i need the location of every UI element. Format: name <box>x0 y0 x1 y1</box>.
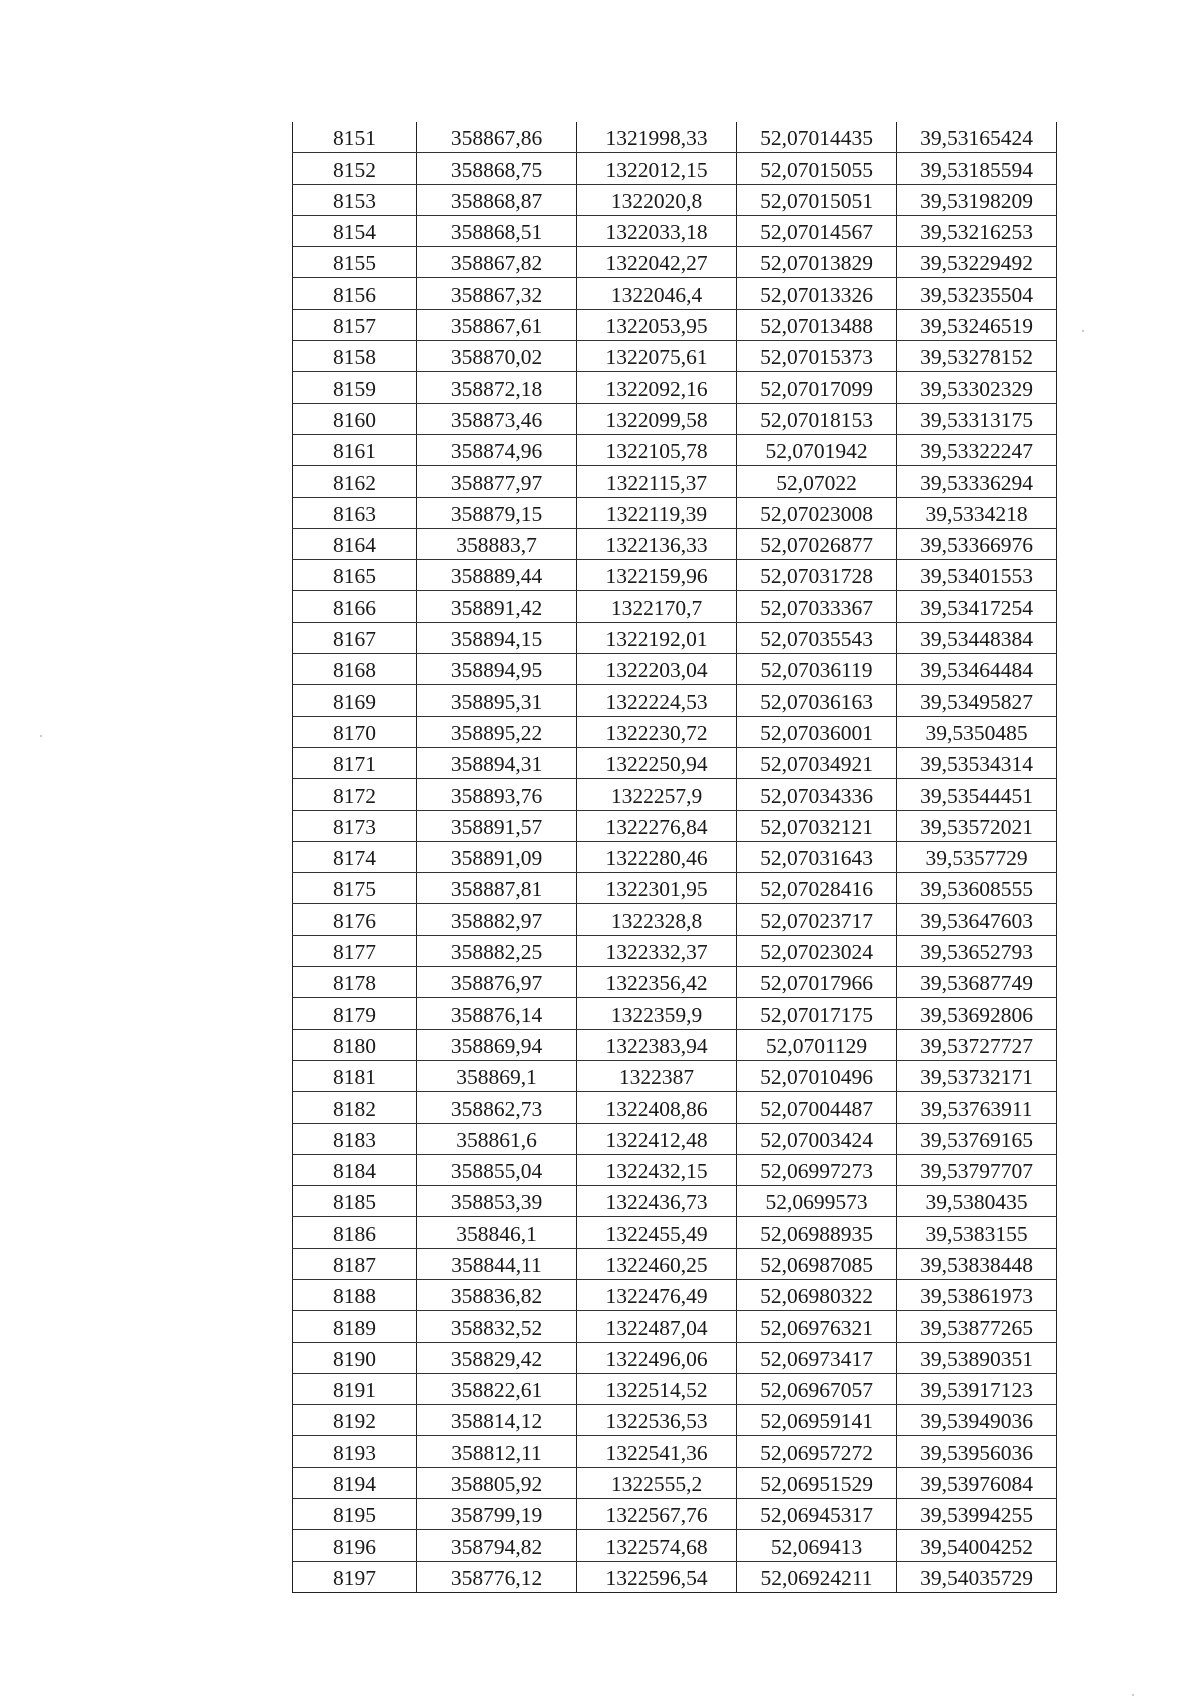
y-coordinate-cell: 1322136,33 <box>577 528 737 559</box>
point-number-cell: 8191 <box>293 1373 417 1404</box>
longitude-cell: 39,53956036 <box>897 1436 1057 1467</box>
point-number-cell: 8195 <box>293 1499 417 1530</box>
longitude-cell: 39,53797707 <box>897 1154 1057 1185</box>
point-number-cell: 8167 <box>293 622 417 653</box>
longitude-cell: 39,53235504 <box>897 278 1057 309</box>
latitude-cell: 52,07035543 <box>737 622 897 653</box>
latitude-cell: 52,07031728 <box>737 560 897 591</box>
table-row <box>293 716 1057 747</box>
latitude-cell: 52,06924211 <box>737 1561 897 1592</box>
x-coordinate-cell: 358895,22 <box>417 716 577 747</box>
longitude-cell: 39,5380435 <box>897 1186 1057 1217</box>
y-coordinate-cell: 1321998,33 <box>577 122 737 153</box>
longitude-cell: 39,53165424 <box>897 122 1057 153</box>
point-number-cell: 8170 <box>293 716 417 747</box>
y-coordinate-cell: 1322203,04 <box>577 654 737 685</box>
y-coordinate-cell: 1322092,16 <box>577 372 737 403</box>
latitude-cell: 52,07034336 <box>737 779 897 810</box>
latitude-cell: 52,06967057 <box>737 1373 897 1404</box>
x-coordinate-cell: 358861,6 <box>417 1123 577 1154</box>
table-row <box>293 841 1057 872</box>
x-coordinate-cell: 358853,39 <box>417 1186 577 1217</box>
x-coordinate-cell: 358882,25 <box>417 935 577 966</box>
y-coordinate-cell: 1322496,06 <box>577 1342 737 1373</box>
latitude-cell: 52,07023717 <box>737 904 897 935</box>
x-coordinate-cell: 358891,57 <box>417 810 577 841</box>
table-row <box>293 1123 1057 1154</box>
latitude-cell: 52,07004487 <box>737 1092 897 1123</box>
latitude-cell: 52,07010496 <box>737 1060 897 1091</box>
y-coordinate-cell: 1322383,94 <box>577 1029 737 1060</box>
x-coordinate-cell: 358869,94 <box>417 1029 577 1060</box>
table-row <box>293 1311 1057 1342</box>
point-number-cell: 8160 <box>293 403 417 434</box>
table-row <box>293 560 1057 591</box>
latitude-cell: 52,07018153 <box>737 403 897 434</box>
x-coordinate-cell: 358894,15 <box>417 622 577 653</box>
scan-speck <box>1132 1694 1134 1696</box>
x-coordinate-cell: 358814,12 <box>417 1405 577 1436</box>
x-coordinate-cell: 358868,87 <box>417 184 577 215</box>
longitude-cell: 39,53544451 <box>897 779 1057 810</box>
y-coordinate-cell: 1322280,46 <box>577 841 737 872</box>
longitude-cell: 39,53763911 <box>897 1092 1057 1123</box>
longitude-cell: 39,53572021 <box>897 810 1057 841</box>
y-coordinate-cell: 1322596,54 <box>577 1561 737 1592</box>
longitude-cell: 39,53448384 <box>897 622 1057 653</box>
longitude-cell: 39,5357729 <box>897 841 1057 872</box>
table-row <box>293 1092 1057 1123</box>
longitude-cell: 39,54035729 <box>897 1561 1057 1592</box>
latitude-cell: 52,07017175 <box>737 998 897 1029</box>
x-coordinate-cell: 358889,44 <box>417 560 577 591</box>
longitude-cell: 39,53652793 <box>897 935 1057 966</box>
x-coordinate-cell: 358868,51 <box>417 215 577 246</box>
point-number-cell: 8152 <box>293 153 417 184</box>
point-number-cell: 8155 <box>293 247 417 278</box>
x-coordinate-cell: 358867,82 <box>417 247 577 278</box>
point-number-cell: 8183 <box>293 1123 417 1154</box>
point-number-cell: 8185 <box>293 1186 417 1217</box>
x-coordinate-cell: 358846,1 <box>417 1217 577 1248</box>
y-coordinate-cell: 1322012,15 <box>577 153 737 184</box>
point-number-cell: 8187 <box>293 1248 417 1279</box>
latitude-cell: 52,06959141 <box>737 1405 897 1436</box>
latitude-cell: 52,0701129 <box>737 1029 897 1060</box>
y-coordinate-cell: 1322359,9 <box>577 998 737 1029</box>
y-coordinate-cell: 1322567,76 <box>577 1499 737 1530</box>
longitude-cell: 39,53692806 <box>897 998 1057 1029</box>
point-number-cell: 8164 <box>293 528 417 559</box>
latitude-cell: 52,06976321 <box>737 1311 897 1342</box>
x-coordinate-cell: 358876,97 <box>417 967 577 998</box>
x-coordinate-cell: 358805,92 <box>417 1467 577 1498</box>
latitude-cell: 52,07015373 <box>737 341 897 372</box>
latitude-cell: 52,07036001 <box>737 716 897 747</box>
latitude-cell: 52,07036163 <box>737 685 897 716</box>
y-coordinate-cell: 1322042,27 <box>577 247 737 278</box>
x-coordinate-cell: 358829,42 <box>417 1342 577 1373</box>
point-number-cell: 8189 <box>293 1311 417 1342</box>
latitude-cell: 52,07032121 <box>737 810 897 841</box>
table-row <box>293 1060 1057 1091</box>
longitude-cell: 39,53302329 <box>897 372 1057 403</box>
point-number-cell: 8196 <box>293 1530 417 1561</box>
coordinates-table-body <box>293 122 1057 1592</box>
y-coordinate-cell: 1322257,9 <box>577 779 737 810</box>
latitude-cell: 52,07028416 <box>737 873 897 904</box>
longitude-cell: 39,53534314 <box>897 747 1057 778</box>
point-number-cell: 8181 <box>293 1060 417 1091</box>
x-coordinate-cell: 358867,61 <box>417 309 577 340</box>
x-coordinate-cell: 358794,82 <box>417 1530 577 1561</box>
x-coordinate-cell: 358879,15 <box>417 497 577 528</box>
point-number-cell: 8154 <box>293 215 417 246</box>
x-coordinate-cell: 358872,18 <box>417 372 577 403</box>
latitude-cell: 52,07036119 <box>737 654 897 685</box>
point-number-cell: 8171 <box>293 747 417 778</box>
latitude-cell: 52,07023008 <box>737 497 897 528</box>
latitude-cell: 52,07017966 <box>737 967 897 998</box>
longitude-cell: 39,53769165 <box>897 1123 1057 1154</box>
x-coordinate-cell: 358822,61 <box>417 1373 577 1404</box>
table-row <box>293 967 1057 998</box>
table-row <box>293 309 1057 340</box>
table-row <box>293 935 1057 966</box>
longitude-cell: 39,53216253 <box>897 215 1057 246</box>
scan-speck <box>40 735 42 737</box>
y-coordinate-cell: 1322224,53 <box>577 685 737 716</box>
longitude-cell: 39,53278152 <box>897 341 1057 372</box>
point-number-cell: 8176 <box>293 904 417 935</box>
table-row <box>293 403 1057 434</box>
longitude-cell: 39,5383155 <box>897 1217 1057 1248</box>
y-coordinate-cell: 1322115,37 <box>577 466 737 497</box>
x-coordinate-cell: 358862,73 <box>417 1092 577 1123</box>
latitude-cell: 52,07013326 <box>737 278 897 309</box>
latitude-cell: 52,07022 <box>737 466 897 497</box>
x-coordinate-cell: 358891,42 <box>417 591 577 622</box>
y-coordinate-cell: 1322555,2 <box>577 1467 737 1498</box>
x-coordinate-cell: 358869,1 <box>417 1060 577 1091</box>
longitude-cell: 39,53313175 <box>897 403 1057 434</box>
longitude-cell: 39,53976084 <box>897 1467 1057 1498</box>
latitude-cell: 52,07013488 <box>737 309 897 340</box>
latitude-cell: 52,07003424 <box>737 1123 897 1154</box>
latitude-cell: 52,07015055 <box>737 153 897 184</box>
table-row <box>293 654 1057 685</box>
table-row <box>293 1499 1057 1530</box>
scan-speck <box>1082 330 1084 332</box>
table-row <box>293 685 1057 716</box>
longitude-cell: 39,53417254 <box>897 591 1057 622</box>
y-coordinate-cell: 1322487,04 <box>577 1311 737 1342</box>
y-coordinate-cell: 1322159,96 <box>577 560 737 591</box>
latitude-cell: 52,07013829 <box>737 247 897 278</box>
y-coordinate-cell: 1322356,42 <box>577 967 737 998</box>
y-coordinate-cell: 1322046,4 <box>577 278 737 309</box>
y-coordinate-cell: 1322387 <box>577 1060 737 1091</box>
point-number-cell: 8175 <box>293 873 417 904</box>
x-coordinate-cell: 358867,86 <box>417 122 577 153</box>
table-row <box>293 466 1057 497</box>
table-row <box>293 1217 1057 1248</box>
point-number-cell: 8182 <box>293 1092 417 1123</box>
point-number-cell: 8178 <box>293 967 417 998</box>
table-row <box>293 247 1057 278</box>
point-number-cell: 8197 <box>293 1561 417 1592</box>
point-number-cell: 8163 <box>293 497 417 528</box>
x-coordinate-cell: 358776,12 <box>417 1561 577 1592</box>
y-coordinate-cell: 1322432,15 <box>577 1154 737 1185</box>
table-row <box>293 1279 1057 1310</box>
point-number-cell: 8193 <box>293 1436 417 1467</box>
y-coordinate-cell: 1322276,84 <box>577 810 737 841</box>
point-number-cell: 8156 <box>293 278 417 309</box>
longitude-cell: 39,53229492 <box>897 247 1057 278</box>
longitude-cell: 39,53401553 <box>897 560 1057 591</box>
table-row <box>293 1342 1057 1373</box>
longitude-cell: 39,5334218 <box>897 497 1057 528</box>
point-number-cell: 8194 <box>293 1467 417 1498</box>
longitude-cell: 39,53198209 <box>897 184 1057 215</box>
y-coordinate-cell: 1322301,95 <box>577 873 737 904</box>
table-row <box>293 215 1057 246</box>
longitude-cell: 39,53185594 <box>897 153 1057 184</box>
point-number-cell: 8161 <box>293 434 417 465</box>
table-row <box>293 434 1057 465</box>
latitude-cell: 52,07034921 <box>737 747 897 778</box>
y-coordinate-cell: 1322514,52 <box>577 1373 737 1404</box>
latitude-cell: 52,06987085 <box>737 1248 897 1279</box>
y-coordinate-cell: 1322053,95 <box>577 309 737 340</box>
point-number-cell: 8158 <box>293 341 417 372</box>
longitude-cell: 39,53949036 <box>897 1405 1057 1436</box>
latitude-cell: 52,06980322 <box>737 1279 897 1310</box>
latitude-cell: 52,07014567 <box>737 215 897 246</box>
table-row <box>293 779 1057 810</box>
longitude-cell: 39,53495827 <box>897 685 1057 716</box>
x-coordinate-cell: 358877,97 <box>417 466 577 497</box>
table-row <box>293 1530 1057 1561</box>
x-coordinate-cell: 358894,31 <box>417 747 577 778</box>
latitude-cell: 52,06957272 <box>737 1436 897 1467</box>
point-number-cell: 8168 <box>293 654 417 685</box>
point-number-cell: 8188 <box>293 1279 417 1310</box>
table-row <box>293 497 1057 528</box>
point-number-cell: 8166 <box>293 591 417 622</box>
longitude-cell: 39,54004252 <box>897 1530 1057 1561</box>
y-coordinate-cell: 1322192,01 <box>577 622 737 653</box>
x-coordinate-cell: 358895,31 <box>417 685 577 716</box>
longitude-cell: 39,53890351 <box>897 1342 1057 1373</box>
table-row <box>293 622 1057 653</box>
y-coordinate-cell: 1322536,53 <box>577 1405 737 1436</box>
longitude-cell: 39,53647603 <box>897 904 1057 935</box>
latitude-cell: 52,0699573 <box>737 1186 897 1217</box>
x-coordinate-cell: 358883,7 <box>417 528 577 559</box>
latitude-cell: 52,06988935 <box>737 1217 897 1248</box>
longitude-cell: 39,53994255 <box>897 1499 1057 1530</box>
point-number-cell: 8169 <box>293 685 417 716</box>
latitude-cell: 52,07014435 <box>737 122 897 153</box>
y-coordinate-cell: 1322541,36 <box>577 1436 737 1467</box>
x-coordinate-cell: 358868,75 <box>417 153 577 184</box>
point-number-cell: 8190 <box>293 1342 417 1373</box>
table-row <box>293 341 1057 372</box>
y-coordinate-cell: 1322170,7 <box>577 591 737 622</box>
point-number-cell: 8179 <box>293 998 417 1029</box>
table-row <box>293 1154 1057 1185</box>
point-number-cell: 8192 <box>293 1405 417 1436</box>
x-coordinate-cell: 358882,97 <box>417 904 577 935</box>
latitude-cell: 52,0701942 <box>737 434 897 465</box>
point-number-cell: 8162 <box>293 466 417 497</box>
x-coordinate-cell: 358867,32 <box>417 278 577 309</box>
longitude-cell: 39,53464484 <box>897 654 1057 685</box>
point-number-cell: 8165 <box>293 560 417 591</box>
longitude-cell: 39,53608555 <box>897 873 1057 904</box>
table-row <box>293 747 1057 778</box>
y-coordinate-cell: 1322408,86 <box>577 1092 737 1123</box>
y-coordinate-cell: 1322455,49 <box>577 1217 737 1248</box>
latitude-cell: 52,06945317 <box>737 1499 897 1530</box>
longitude-cell: 39,53877265 <box>897 1311 1057 1342</box>
point-number-cell: 8173 <box>293 810 417 841</box>
longitude-cell: 39,5350485 <box>897 716 1057 747</box>
latitude-cell: 52,07015051 <box>737 184 897 215</box>
latitude-cell: 52,069413 <box>737 1530 897 1561</box>
latitude-cell: 52,06973417 <box>737 1342 897 1373</box>
table-row <box>293 278 1057 309</box>
x-coordinate-cell: 358891,09 <box>417 841 577 872</box>
y-coordinate-cell: 1322460,25 <box>577 1248 737 1279</box>
table-row <box>293 1436 1057 1467</box>
table-row <box>293 998 1057 1029</box>
longitude-cell: 39,53322247 <box>897 434 1057 465</box>
x-coordinate-cell: 358832,52 <box>417 1311 577 1342</box>
y-coordinate-cell: 1322332,37 <box>577 935 737 966</box>
longitude-cell: 39,53727727 <box>897 1029 1057 1060</box>
latitude-cell: 52,07017099 <box>737 372 897 403</box>
x-coordinate-cell: 358799,19 <box>417 1499 577 1530</box>
x-coordinate-cell: 358844,11 <box>417 1248 577 1279</box>
point-number-cell: 8174 <box>293 841 417 872</box>
table-row <box>293 1561 1057 1592</box>
coordinates-table <box>292 122 1057 1593</box>
y-coordinate-cell: 1322250,94 <box>577 747 737 778</box>
latitude-cell: 52,07023024 <box>737 935 897 966</box>
y-coordinate-cell: 1322105,78 <box>577 434 737 465</box>
point-number-cell: 8153 <box>293 184 417 215</box>
point-number-cell: 8157 <box>293 309 417 340</box>
y-coordinate-cell: 1322099,58 <box>577 403 737 434</box>
y-coordinate-cell: 1322412,48 <box>577 1123 737 1154</box>
table-row <box>293 184 1057 215</box>
longitude-cell: 39,53366976 <box>897 528 1057 559</box>
x-coordinate-cell: 358887,81 <box>417 873 577 904</box>
longitude-cell: 39,53336294 <box>897 466 1057 497</box>
point-number-cell: 8159 <box>293 372 417 403</box>
x-coordinate-cell: 358874,96 <box>417 434 577 465</box>
y-coordinate-cell: 1322476,49 <box>577 1279 737 1310</box>
point-number-cell: 8186 <box>293 1217 417 1248</box>
y-coordinate-cell: 1322119,39 <box>577 497 737 528</box>
longitude-cell: 39,53861973 <box>897 1279 1057 1310</box>
table-row <box>293 1029 1057 1060</box>
latitude-cell: 52,07031643 <box>737 841 897 872</box>
x-coordinate-cell: 358870,02 <box>417 341 577 372</box>
y-coordinate-cell: 1322328,8 <box>577 904 737 935</box>
table-row <box>293 1373 1057 1404</box>
table-row <box>293 1405 1057 1436</box>
x-coordinate-cell: 358812,11 <box>417 1436 577 1467</box>
longitude-cell: 39,53687749 <box>897 967 1057 998</box>
table-row <box>293 1467 1057 1498</box>
y-coordinate-cell: 1322075,61 <box>577 341 737 372</box>
latitude-cell: 52,07026877 <box>737 528 897 559</box>
latitude-cell: 52,06951529 <box>737 1467 897 1498</box>
longitude-cell: 39,53917123 <box>897 1373 1057 1404</box>
x-coordinate-cell: 358876,14 <box>417 998 577 1029</box>
point-number-cell: 8177 <box>293 935 417 966</box>
table-row <box>293 528 1057 559</box>
point-number-cell: 8172 <box>293 779 417 810</box>
y-coordinate-cell: 1322574,68 <box>577 1530 737 1561</box>
point-number-cell: 8184 <box>293 1154 417 1185</box>
y-coordinate-cell: 1322436,73 <box>577 1186 737 1217</box>
y-coordinate-cell: 1322020,8 <box>577 184 737 215</box>
point-number-cell: 8151 <box>293 122 417 153</box>
x-coordinate-cell: 358836,82 <box>417 1279 577 1310</box>
y-coordinate-cell: 1322033,18 <box>577 215 737 246</box>
latitude-cell: 52,07033367 <box>737 591 897 622</box>
x-coordinate-cell: 358893,76 <box>417 779 577 810</box>
longitude-cell: 39,53732171 <box>897 1060 1057 1091</box>
longitude-cell: 39,53246519 <box>897 309 1057 340</box>
table-row <box>293 873 1057 904</box>
point-number-cell: 8180 <box>293 1029 417 1060</box>
table-row <box>293 810 1057 841</box>
longitude-cell: 39,53838448 <box>897 1248 1057 1279</box>
x-coordinate-cell: 358873,46 <box>417 403 577 434</box>
latitude-cell: 52,06997273 <box>737 1154 897 1185</box>
table-row <box>293 372 1057 403</box>
table-row <box>293 1186 1057 1217</box>
x-coordinate-cell: 358894,95 <box>417 654 577 685</box>
x-coordinate-cell: 358855,04 <box>417 1154 577 1185</box>
table-row <box>293 153 1057 184</box>
table-row <box>293 904 1057 935</box>
y-coordinate-cell: 1322230,72 <box>577 716 737 747</box>
table-row <box>293 1248 1057 1279</box>
table-row <box>293 122 1057 153</box>
table-row <box>293 591 1057 622</box>
